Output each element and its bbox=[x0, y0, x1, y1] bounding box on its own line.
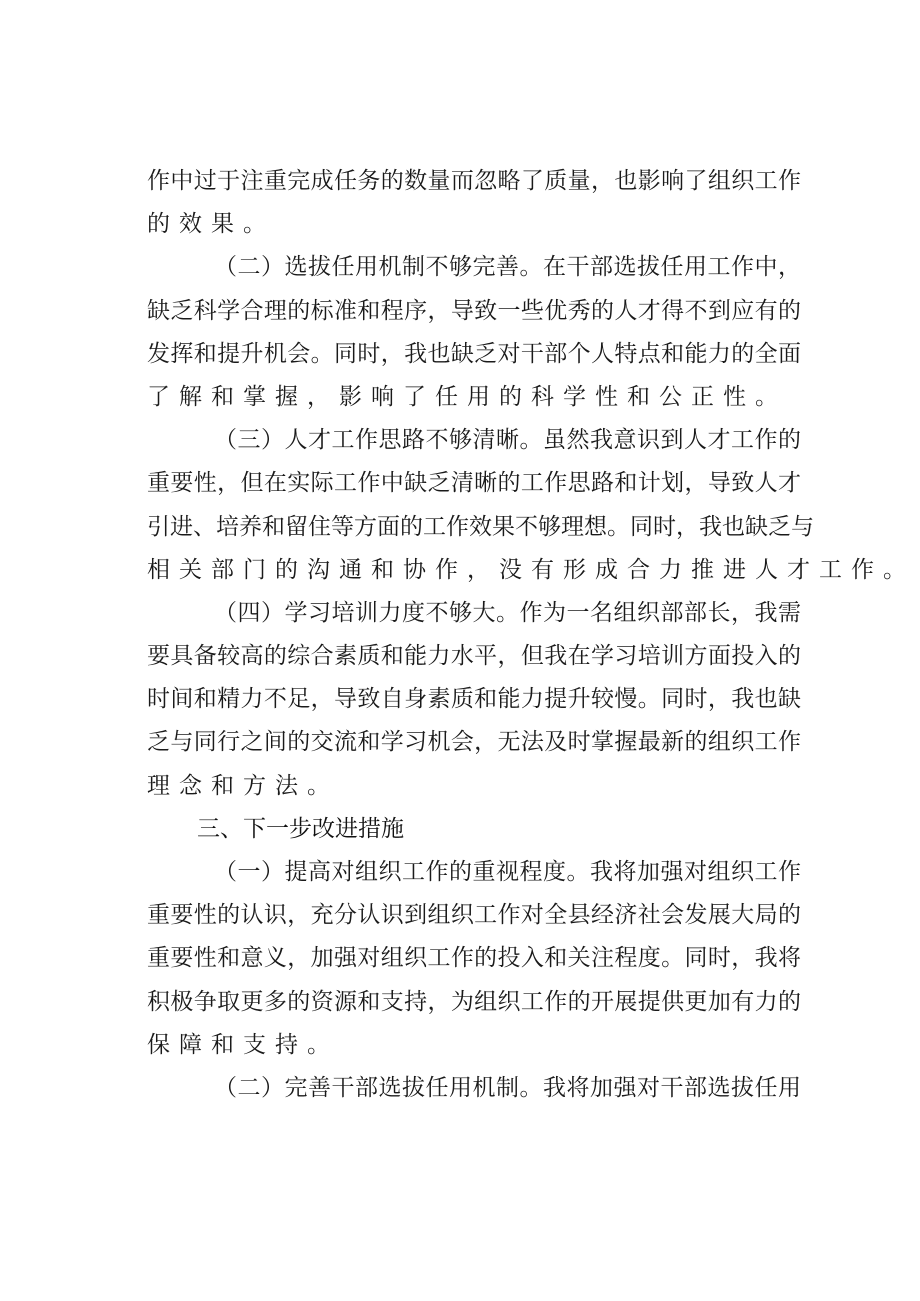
text-line: 要具备较高的综合素质和能力水平，但我在学习培训方面投入的 bbox=[147, 643, 801, 670]
text-line: （一）提高对组织工作的重视程度。我将加强对组织工作 bbox=[214, 859, 801, 885]
text-line: 缺乏科学合理的标准和程序，导致一些优秀的人才得不到应有的 bbox=[147, 297, 801, 324]
paragraph-talent-work bbox=[147, 419, 915, 592]
text-line: 乏与同行之间的交流和学习机会，无法及时掌握最新的组织工作 bbox=[147, 729, 801, 756]
paragraph-continuation bbox=[147, 160, 801, 246]
text-line: 重要性和意义，加强对组织工作的投入和关注程度。同时，我将 bbox=[147, 945, 801, 972]
paragraph-improve-attention bbox=[147, 851, 801, 1067]
section-heading: 三、下一步改进措施 bbox=[197, 815, 404, 842]
text-line: 的效果。 bbox=[147, 211, 275, 238]
text-line: （二）完善干部选拔任用机制。我将加强对干部选拔任用 bbox=[214, 1074, 801, 1101]
text-line: 时间和精力不足，导致自身素质和能力提升较慢。同时，我也缺 bbox=[147, 686, 801, 713]
text-line: 保障和支持。 bbox=[147, 1031, 339, 1058]
text-line: 重要性的认识，充分认识到组织工作对全县经济社会发展大局的 bbox=[147, 902, 801, 929]
text-line: 了解和掌握，影响了任用的科学性和公正性。 bbox=[147, 383, 787, 410]
text-line: 引进、培养和留住等方面的工作效果不够理想。同时，我也缺乏与 bbox=[147, 513, 814, 540]
paragraph-training bbox=[147, 592, 801, 808]
text-line: （二）选拔任用机制不够完善。在干部选拔任用工作中， bbox=[214, 254, 801, 281]
paragraph-improve-selection bbox=[147, 1067, 801, 1110]
text-line: 理念和方法。 bbox=[147, 772, 339, 799]
paragraph-selection-mechanism bbox=[147, 246, 801, 419]
text-line: 重要性，但在实际工作中缺乏清晰的工作思路和计划，导致人才 bbox=[147, 470, 801, 497]
text-line: 积极争取更多的资源和支持，为组织工作的开展提供更加有力的 bbox=[147, 988, 801, 1015]
document-page bbox=[147, 160, 915, 1110]
text-line: 发挥和提升机会。同时，我也缺乏对干部个人特点和能力的全面 bbox=[147, 340, 801, 367]
text-line: 作中过于注重完成任务的数量而忽略了质量，也影响了组织工作 bbox=[147, 168, 801, 194]
text-line: （四）学习培训力度不够大。作为一名组织部部长，我需 bbox=[214, 599, 801, 626]
text-line: 相关部门的沟通和协作，没有形成合力推进人才工作。 bbox=[147, 556, 915, 583]
text-line: （三）人才工作思路不够清晰。虽然我意识到人才工作的 bbox=[214, 427, 801, 454]
